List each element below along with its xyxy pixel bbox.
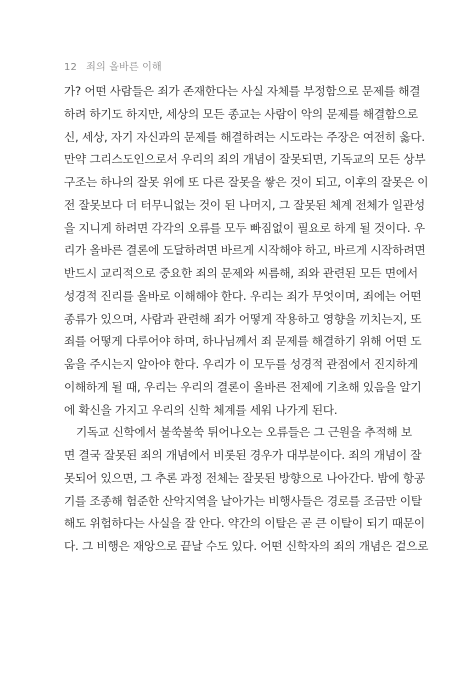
page-number: 12 bbox=[64, 62, 78, 73]
text-line: 반드시 교리적으로 중요한 죄의 문제와 씨름해, 죄와 관련된 모든 면에서 bbox=[64, 266, 418, 280]
text-line: 전 잘못보다 더 터무니없는 것이 된 나머지, 그 잘못된 체계 전체가 일관성 bbox=[64, 197, 425, 212]
body-text bbox=[64, 80, 429, 558]
text-line: 기독교 신학에서 불쑥불쑥 튀어나오는 오류들은 그 근원을 추적해 보 bbox=[76, 425, 412, 440]
text-line: 을 지니게 하려면 각각의 오류를 모두 빠짐없이 필요로 하게 될 것이다. 우 bbox=[64, 220, 425, 235]
text-line: 면 결국 잘못된 죄의 개념에서 비롯된 경우가 대부분이다. 죄의 개념이 잘 bbox=[64, 448, 422, 462]
text-line: 종류가 있으며, 사람과 관련해 죄가 어떻게 작용하고 영향을 끼치는지, 또 bbox=[64, 311, 422, 326]
text-line: 구조는 하나의 잘못 위에 또 다른 잘못을 쌓은 것이 되고, 이후의 잘못은 이 bbox=[64, 175, 429, 189]
text-line: 해도 위험하다는 사실을 잘 안다. 약간의 이탈은 곧 큰 이탈이 되기 때문이 bbox=[64, 516, 425, 531]
paragraph bbox=[64, 421, 429, 558]
running-title: 죄의 올바른 이해 bbox=[86, 62, 162, 73]
text-line: 가? 어떤 사람들은 죄가 존재한다는 사실 자체를 부정함으로 문제를 해결 bbox=[64, 84, 421, 98]
running-header bbox=[64, 58, 162, 73]
text-line: 이해하게 될 때, 우리는 우리의 결론이 올바른 전제에 기초해 있음을 알기 bbox=[64, 379, 422, 394]
text-line: 리가 올바른 결론에 도달하려면 바르게 시작해야 하고, 바르게 시작하려면 bbox=[64, 243, 426, 258]
text-line: 신, 세상, 자기 자신과의 문제를 해결하려는 시도라는 주장은 여전히 옳다. bbox=[64, 129, 425, 144]
text-line: 못되어 있으면, 그 추론 과정 전체는 잘못된 방향으로 나아간다. 밤에 항공 bbox=[64, 470, 425, 485]
paragraph bbox=[64, 80, 429, 421]
text-line: 하려 하기도 하지만, 세상의 모든 종교는 사람이 악의 문제를 해결함으로 bbox=[64, 106, 418, 121]
text-line: 죄를 어떻게 다루어야 하며, 하나님께서 죄 문제를 해결하기 위해 어떤 도 bbox=[64, 334, 422, 349]
text-line: 기를 조종해 험준한 산악지역을 날아가는 비행사들은 경로를 조금만 이탈 bbox=[64, 493, 422, 508]
text-line: 성경적 진리를 올바로 이해해야 한다. 우리는 죄가 무엇이며, 죄에는 어떤 bbox=[64, 288, 422, 303]
text-line: 에 확신을 가지고 우리의 신학 체계를 세워 나가게 된다. bbox=[64, 402, 338, 417]
text-line: 만약 그리스도인으로서 우리의 죄의 개념이 잘못되면, 기독교의 모든 상부 bbox=[64, 152, 426, 167]
text-line: 움을 주시는지 알아야 한다. 우리가 이 모두를 성경적 관점에서 진지하게 bbox=[64, 357, 418, 371]
text-line: 다. 그 비행은 재앙으로 끝날 수도 있다. 어떤 신학자의 죄의 개념은 겉으로 bbox=[64, 539, 429, 553]
